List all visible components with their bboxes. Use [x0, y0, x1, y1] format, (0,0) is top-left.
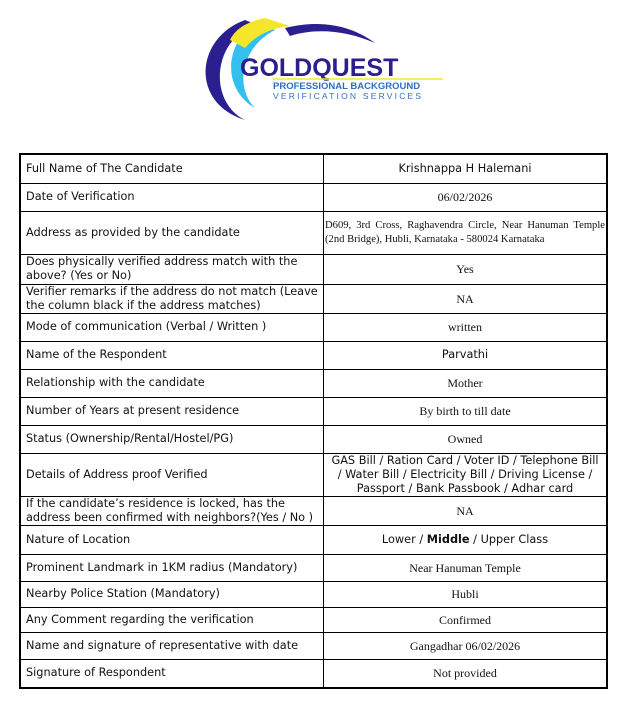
table-row — [20, 425, 607, 453]
field-label: Name of the Respondent — [20, 341, 324, 369]
field-label: Name and signature of representative with date — [20, 632, 324, 659]
field-label: Does physically verified address match with the above? (Yes or No) — [20, 254, 324, 284]
field-label: Prominent Landmark in 1KM radius (Mandatory) — [20, 554, 324, 581]
table-row — [20, 554, 607, 581]
table-row — [20, 397, 607, 425]
field-value: Confirmed — [324, 607, 608, 632]
field-label: Relationship with the candidate — [20, 369, 324, 397]
svg-text:VERIFICATION SERVICES: VERIFICATION SERVICES — [273, 91, 424, 101]
field-label: Nearby Police Station (Mandatory) — [20, 581, 324, 607]
table-row — [20, 607, 607, 632]
table-row — [20, 369, 607, 397]
nature-value-pre: Lower / — [381, 532, 427, 546]
field-label: Signature of Respondent — [20, 659, 324, 688]
table-row — [20, 581, 607, 607]
field-value: Parvathi — [324, 341, 608, 369]
table-row — [20, 254, 607, 284]
field-label: Address as provided by the candidate — [20, 211, 324, 254]
field-value: Not provided — [324, 659, 608, 688]
field-value: NA — [324, 284, 608, 313]
field-label: Mode of communication (Verbal / Written ) — [20, 313, 324, 341]
field-label: Date of Verification — [20, 183, 324, 211]
table-row — [20, 211, 607, 254]
goldquest-logo — [185, 8, 450, 128]
field-label: If the candidate’s residence is locked, has the address been confirmed with neighbors?(Yes / No ) — [20, 496, 324, 525]
verification-table — [19, 153, 608, 689]
field-value: Yes — [324, 254, 608, 284]
field-label: Details of Address proof Verified — [20, 453, 324, 496]
table-row — [20, 496, 607, 525]
field-value: Krishnappa H Halemani — [324, 154, 608, 183]
table-row — [20, 632, 607, 659]
table-row — [20, 525, 607, 554]
svg-text:GOLDQUEST: GOLDQUEST — [240, 54, 399, 82]
field-label: Number of Years at present residence — [20, 397, 324, 425]
field-value: Owned — [324, 425, 608, 453]
nature-value-post: / Upper Class — [469, 532, 549, 546]
field-label: Nature of Location — [20, 525, 324, 554]
field-label: Full Name of The Candidate — [20, 154, 324, 183]
table-row — [20, 659, 607, 688]
field-label: Verifier remarks if the address do not match (Leave the column black if the address matches) — [20, 284, 324, 313]
field-value: Hubli — [324, 581, 608, 607]
svg-text:PROFESSIONAL BACKGROUND: PROFESSIONAL BACKGROUND — [273, 81, 421, 92]
field-value — [324, 525, 608, 554]
field-value: NA — [324, 496, 608, 525]
field-value: By birth to till date — [324, 397, 608, 425]
field-value: Gangadhar 06/02/2026 — [324, 632, 608, 659]
nature-value-bold: Middle — [426, 532, 470, 546]
field-value: 06/02/2026 — [324, 183, 608, 211]
field-value: Near Hanuman Temple — [324, 554, 608, 581]
table-row — [20, 284, 607, 313]
field-label: Any Comment regarding the verification — [20, 607, 324, 632]
field-label: Status (Ownership/Rental/Hostel/PG) — [20, 425, 324, 453]
table-row — [20, 453, 607, 496]
field-value: written — [324, 313, 608, 341]
table-row — [20, 341, 607, 369]
table-row — [20, 183, 607, 211]
table-row — [20, 313, 607, 341]
field-value: D609, 3rd Cross, Raghavendra Circle, Near Hanuman Temple (2nd Bridge), Hubli, Karnataka - 580024 Karnataka — [324, 211, 608, 254]
field-value: GAS Bill / Ration Card / Voter ID / Telephone Bill / Water Bill / Electricity Bill / Driving License / Passport / Bank Passbook / Adhar card — [324, 453, 608, 496]
field-value: Mother — [324, 369, 608, 397]
table-row — [20, 154, 607, 183]
